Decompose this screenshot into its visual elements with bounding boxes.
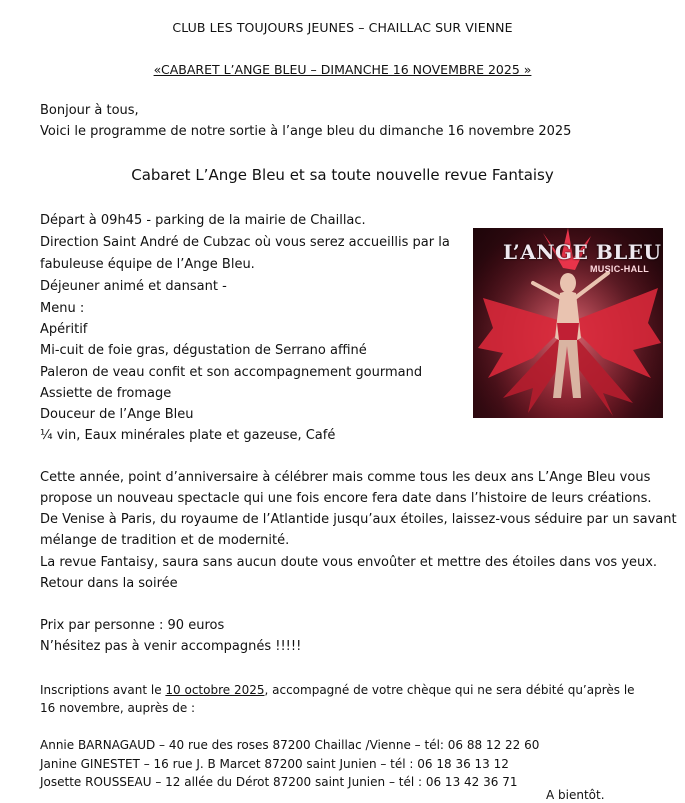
program-line: ¼ vin, Eaux minérales plate et gazeuse, Café — [40, 428, 336, 443]
program-line: Départ à 09h45 - parking de la mairie de Chaillac. — [40, 213, 366, 228]
inscriptions-line-2: 16 novembre, auprès de : — [40, 701, 196, 715]
contact-line: Annie BARNAGAUD – 40 rue des roses 87200 Chaillac /Vienne – tél: 06 88 12 22 60 — [40, 738, 540, 752]
inscriptions-before: Inscriptions avant le — [40, 683, 166, 697]
program-line: Mi-cuit de foie gras, dégustation de Serrano affiné — [40, 343, 367, 358]
program-line: Douceur de l’Ange Bleu — [40, 407, 194, 422]
inscriptions-line — [40, 682, 635, 698]
program-line: Déjeuner animé et dansant - — [40, 279, 227, 294]
program-line: fabuleuse équipe de l’Ange Bleu. — [40, 257, 255, 272]
description-line: De Venise à Paris, du royaume de l’Atlantide jusqu’aux étoiles, laissez-vous séduire par un savant — [40, 512, 677, 527]
poster-logo: L’ANGE BLEU — [503, 240, 662, 264]
price-line: Prix par personne : 90 euros — [40, 618, 225, 633]
description-line: mélange de tradition et de modernité. — [40, 533, 290, 548]
intro-line: Voici le programme de notre sortie à l’ange bleu du dimanche 16 novembre 2025 — [40, 124, 572, 139]
cabaret-poster-image — [473, 228, 663, 418]
program-line: Paleron de veau confit et son accompagnement gourmand — [40, 365, 423, 380]
price-note: N’hésitez pas à venir accompagnés !!!!! — [40, 639, 302, 654]
program-line: Direction Saint André de Cubzac où vous serez accueillis par la — [40, 235, 450, 250]
closing-signoff: A bientôt. — [546, 788, 605, 802]
program-line: Menu : — [40, 301, 85, 316]
description-line: La revue Fantaisy, saura sans aucun doute vous envoûter et mettre des étoiles dans vos yeux. — [40, 555, 658, 570]
inscriptions-after: , accompagné de votre chèque qui ne sera débité qu’après le — [264, 683, 635, 697]
contact-line: Janine GINESTET – 16 rue J. B Marcet 87200 saint Junien – tél : 06 18 36 13 12 — [40, 757, 509, 771]
greeting: Bonjour à tous, — [40, 103, 139, 118]
club-header: CLUB LES TOUJOURS JEUNES – CHAILLAC SUR VIENNE — [172, 20, 513, 35]
description-line: propose un nouveau spectacle qui une fois encore fera date dans l’histoire de leurs créations. — [40, 491, 652, 506]
poster-subtitle: MUSIC-HALL — [590, 264, 649, 274]
program-line: Assiette de fromage — [40, 386, 172, 401]
event-heading: «CABARET L’ANGE BLEU – DIMANCHE 16 NOVEMBRE 2025 » — [153, 62, 532, 77]
description-line: Cette année, point d’anniversaire à célébrer mais comme tous les deux ans L’Ange Bleu vous — [40, 470, 651, 485]
document-title: Cabaret L’Ange Bleu et sa toute nouvelle revue Fantaisy — [131, 166, 554, 184]
contact-line: Josette ROUSSEAU – 12 allée du Dérot 87200 saint Junien – tél : 06 13 42 36 71 — [40, 775, 518, 789]
program-line: Apéritif — [40, 322, 88, 337]
description-line: Retour dans la soirée — [40, 576, 178, 591]
inscriptions-deadline: 10 octobre 2025 — [165, 683, 265, 697]
